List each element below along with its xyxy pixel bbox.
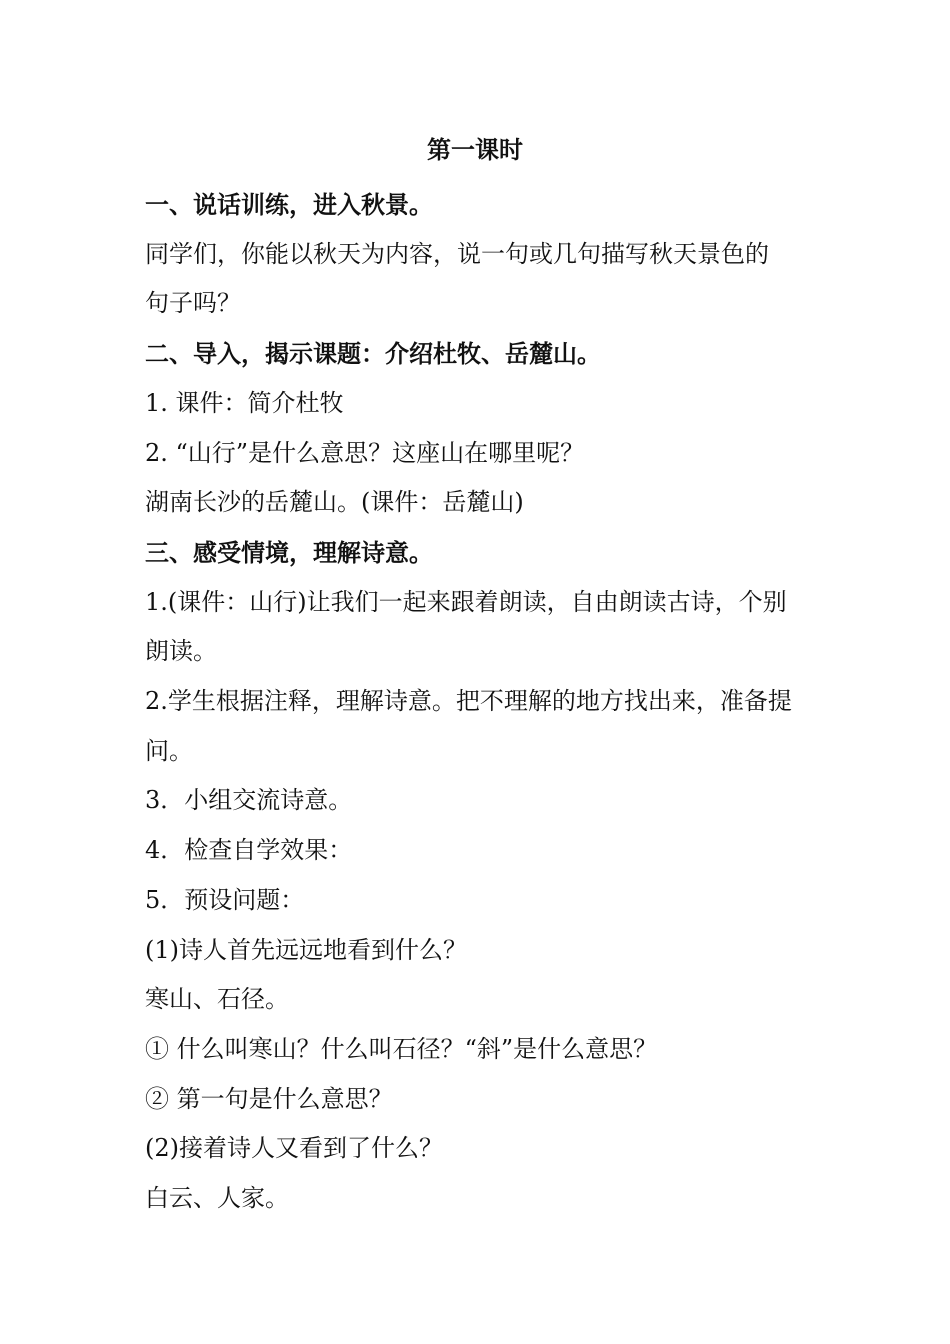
section-heading: 一、说话训练，进入秋景。 xyxy=(145,190,433,219)
page-title: 第一课时 xyxy=(427,135,523,164)
body-line: 5．预设问题： xyxy=(145,885,305,914)
body-line: 白云、人家。 xyxy=(145,1184,289,1213)
body-line: 朗读。 xyxy=(145,637,217,666)
body-line: 问。 xyxy=(145,736,193,765)
body-line: 2.学生根据注释，理解诗意。把不理解的地方找出来，准备提 xyxy=(145,687,792,716)
body-line: 1. 课件：简介杜牧 xyxy=(145,388,344,417)
body-line: (2)接着诗人又看到了什么？ xyxy=(145,1134,443,1163)
section-heading: 三、感受情境，理解诗意。 xyxy=(145,537,433,567)
body-line: ② 第一句是什么意思？ xyxy=(145,1084,393,1113)
body-line: 句子吗？ xyxy=(145,289,241,318)
body-line: 2. “山行”是什么意思？这座山在哪里呢？ xyxy=(145,438,585,467)
body-line: 寒山、石径。 xyxy=(145,985,289,1014)
section-heading: 二、导入，揭示课题：介绍杜牧、岳麓山。 xyxy=(145,339,601,369)
body-line: ① 什么叫寒山？什么叫石径？“斜”是什么意思？ xyxy=(145,1034,658,1063)
body-line: 1.(课件：山行)让我们一起来跟着朗读，自由朗读古诗，个别 xyxy=(145,587,787,616)
body-line: 湖南长沙的岳麓山。(课件：岳麓山) xyxy=(145,488,524,517)
body-line: (1)诗人首先远远地看到什么？ xyxy=(145,935,467,964)
body-line: 4．检查自学效果： xyxy=(145,836,353,865)
document-body xyxy=(145,180,815,1224)
body-line: 同学们，你能以秋天为内容，说一句或几句描写秋天景色的 xyxy=(145,239,769,268)
body-line: 3．小组交流诗意。 xyxy=(145,786,353,815)
